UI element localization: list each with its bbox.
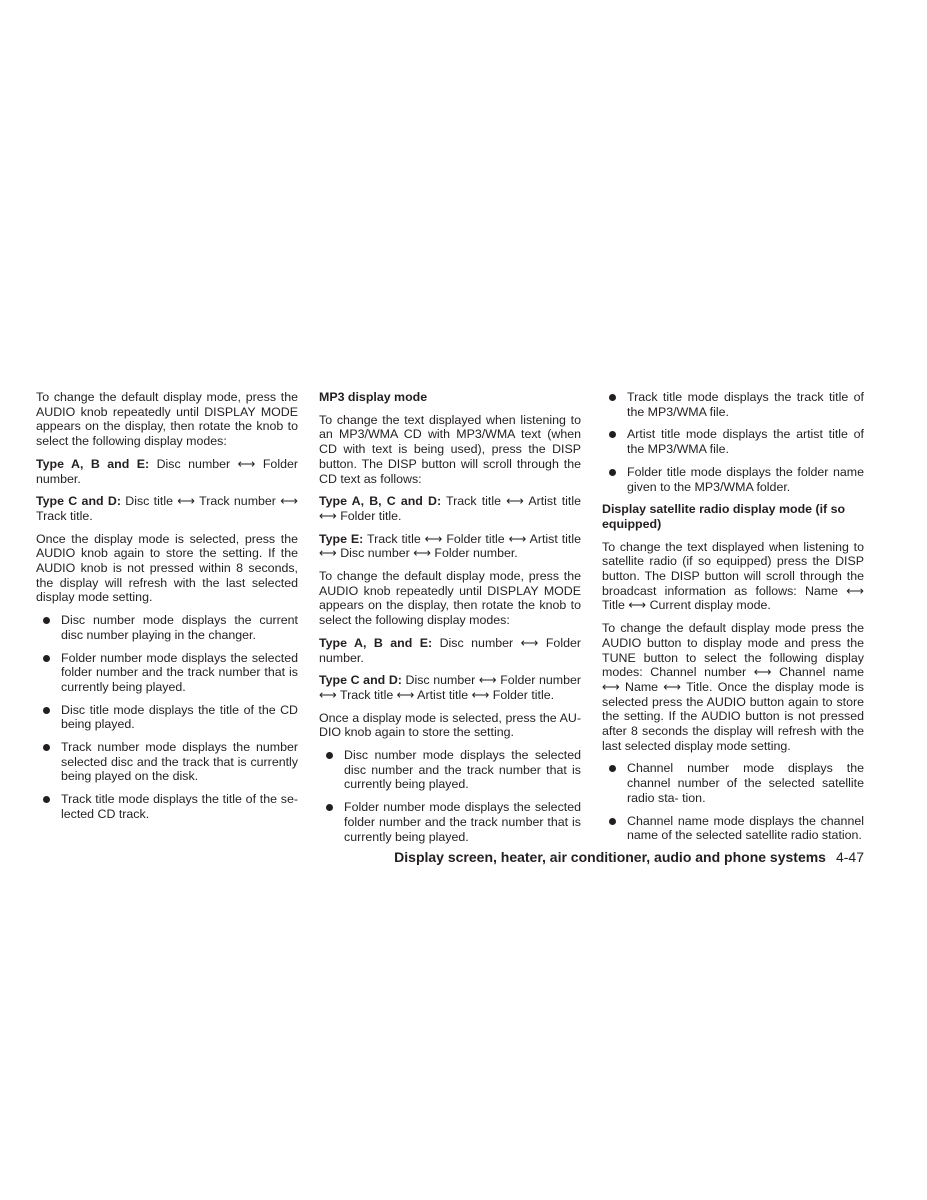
bullet-icon — [43, 617, 50, 624]
section-heading: MP3 display mode — [319, 390, 428, 404]
bullet-icon — [609, 765, 616, 772]
bullet-icon — [43, 655, 50, 662]
type-cd-text: Disc title ⟷ Track number ⟷ Track title. — [36, 494, 298, 523]
bullet-icon — [43, 744, 50, 751]
section-heading: Display satellite radio display mode (if so equipped) — [602, 502, 846, 531]
bullet-list — [36, 613, 298, 821]
list-item: Disc title mode displays the title of the CD being played. — [36, 703, 298, 732]
bullet-icon — [43, 796, 50, 803]
list-item: Track title mode displays the track title of the MP3/WMA file. — [602, 390, 864, 419]
bullet-icon — [326, 804, 333, 811]
type-e-text: Track title ⟷ Folder title ⟷ Artist title ⟷ Disc number ⟷ Folder number. — [319, 531, 581, 561]
type-cd-label: Type C and D: — [319, 673, 402, 688]
type-abe-line — [319, 636, 581, 665]
type-cd-text: Disc number ⟷ Folder number ⟷ Track title ⟷ Artist title ⟷ Folder title. — [319, 673, 581, 702]
bullet-icon — [609, 394, 616, 401]
type-e-line — [319, 532, 581, 561]
list-item: Artist title mode displays the artist title of the MP3/WMA file. — [602, 427, 864, 456]
intro-paragraph: To change the default display mode, press the AUDIO knob repeatedly until DISPLAY MODE appears on the display, then rotate the knob to select the following display modes: — [36, 390, 298, 449]
bullet-icon — [609, 469, 616, 476]
type-abe-text: Disc number ⟷ Folder number. — [36, 456, 298, 486]
bullet-icon — [609, 431, 616, 438]
type-e-label: Type E: — [319, 531, 364, 546]
intro-paragraph: To change the text displayed when listening to an MP3/WMA CD with MP3/WMA text (when CD with text is being used), press the DISP button. The DISP button will scroll through the CD text as follows: — [319, 412, 581, 486]
type-cd-label: Type C and D: — [36, 494, 121, 509]
page-footer — [394, 849, 864, 865]
column-2 — [319, 390, 581, 852]
column-3 — [602, 390, 864, 851]
once-paragraph: Once a display mode is selected, press the AU- DIO knob again to store the setting. — [319, 710, 581, 740]
list-item: Folder number mode displays the selected folder number and the track number that is currently being played. — [36, 651, 298, 695]
paragraph-1: To change the text displayed when listening to satellite radio (if so equipped) press the DISP button. The DISP button will scroll through the broadcast information as follows: Name ⟷ Title ⟷ Current display mode. — [602, 539, 864, 613]
list-item: Disc number mode displays the selected disc number and the track number that is currently being played. — [319, 748, 581, 792]
type-cd-line — [319, 673, 581, 702]
list-item: Track number mode displays the number selected disc and the track that is currently being played on the disk. — [36, 740, 298, 784]
bullet-icon — [609, 818, 616, 825]
list-item: Channel number mode displays the channel number of the selected satellite radio sta- tion. — [602, 761, 864, 805]
type-abe-text: Disc number ⟷ Folder number. — [319, 635, 581, 665]
type-cd-line — [36, 494, 298, 523]
type-abe-label: Type A, B and E: — [36, 456, 150, 471]
type-abcd-text: Track title ⟷ Artist title ⟷ Folder title. — [319, 494, 581, 523]
type-abe-label: Type A, B and E: — [319, 635, 433, 650]
bullet-icon — [43, 707, 50, 714]
list-item: Disc number mode displays the current disc number playing in the changer. — [36, 613, 298, 642]
type-abe-line — [36, 457, 298, 486]
type-abcd-line — [319, 494, 581, 523]
bullet-list — [319, 748, 581, 844]
bullet-icon — [326, 752, 333, 759]
bullet-list-bottom — [602, 761, 864, 843]
list-item: Folder number mode displays the selected folder number and the track number that is currently being played. — [319, 800, 581, 844]
change-paragraph: To change the default display mode, press the AUDIO knob repeatedly until DISPLAY MODE appears on the display, then rotate the knob to select the following display modes: — [319, 569, 581, 628]
list-item: Channel name mode displays the channel name of the selected satellite radio station. — [602, 814, 864, 843]
once-paragraph: Once the display mode is selected, press the AUDIO knob again to store the setting. If the AUDIO knob is not pressed within 8 seconds, the display will refresh with the last selected display mode setting. — [36, 531, 298, 605]
paragraph-2: To change the default display mode press the AUDIO button to display mode and press the TUNE button to select the following display modes: Channel number ⟷ Channel name ⟷ Name ⟷ Title. Once the display mode is selected press the AUDIO button again to store the setting. If the AUDIO button is not pressed after 8 seconds the display will refresh with the last selected display mode setting. — [602, 621, 864, 753]
list-item: Track title mode displays the title of the se- lected CD track. — [36, 792, 298, 821]
bullet-list-top — [602, 390, 864, 494]
section-title: Display screen, heater, air conditioner, audio and phone systems — [394, 849, 826, 865]
column-1 — [36, 390, 298, 830]
list-item: Folder title mode displays the folder name given to the MP3/WMA folder. — [602, 465, 864, 494]
page-number: 4-47 — [835, 849, 864, 865]
type-abcd-label: Type A, B, C and D: — [319, 494, 442, 509]
